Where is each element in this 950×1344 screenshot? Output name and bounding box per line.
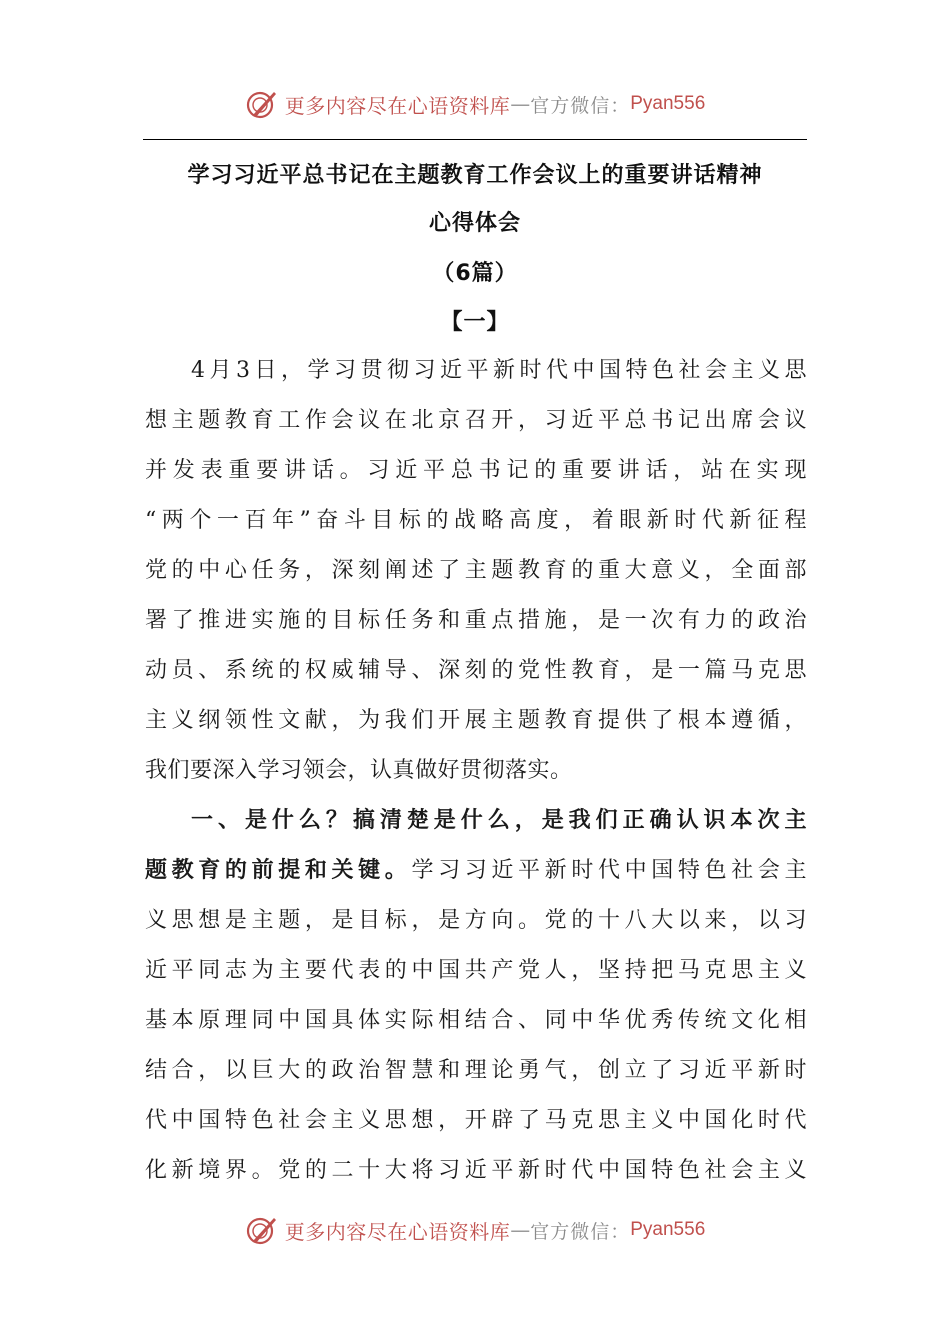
paragraph-line: 化新境界。党的二十大将习近平新时代中国特色社会主义 (145, 1158, 807, 1183)
paragraph-line: 代中国特色社会主义思想，开辟了马克思主义中国化时代 (145, 1108, 807, 1133)
article-count: （6篇） (432, 261, 518, 286)
document-subtitle: 心得体会 (428, 211, 521, 236)
paragraph-line: 近平同志为主要代表的中国共产党人，坚持把马克思主义 (145, 958, 807, 983)
brush-logo-icon (245, 87, 279, 121)
section-heading: 【一】 (440, 310, 510, 335)
paragraph-line: 4月3日，学习贯彻习近平新时代中国特色社会主义思 (191, 358, 807, 383)
watermark-dash: — (510, 1218, 531, 1242)
watermark-site: 更多内容尽在心语资料库 (284, 1219, 511, 1244)
paragraph-line (145, 852, 807, 902)
watermark-label: 官方微信： (530, 94, 631, 117)
footer-watermark (0, 1210, 950, 1250)
watermark-id: Pyan556 (630, 93, 706, 114)
watermark-dash: — (510, 92, 531, 116)
body-text (145, 352, 807, 1202)
point-heading: 一、是什么？搞清楚是什么，是我们正确认识本次主 (191, 808, 807, 833)
watermark-label: 官方微信： (530, 1220, 631, 1243)
header-rule (143, 139, 807, 140)
header-watermark (0, 84, 950, 124)
paragraph-line: 署了推进实施的目标任务和重点措施，是一次有力的政治 (145, 608, 807, 633)
paragraph-line: 结合，以巨大的政治智慧和理论勇气，创立了习近平新时 (145, 1058, 807, 1083)
document-title: 学习习近平总书记在主题教育工作会议上的重要讲话精神 (187, 163, 763, 188)
paragraph-line: 想主题教育工作会议在北京召开，习近平总书记出席会议 (145, 408, 807, 433)
brush-logo-icon (245, 1213, 279, 1247)
paragraph-line: 我们要深入学习领会，认真做好贯彻落实。 (145, 758, 573, 783)
paragraph-line: 主义纲领性文献，为我们开展主题教育提供了根本遵循， (145, 708, 807, 733)
paragraph-line: 义思想是主题，是目标，是方向。党的十八大以来，以习 (145, 908, 807, 933)
paragraph-line: 并发表重要讲话。习近平总书记的重要讲话，站在实现 (145, 458, 807, 483)
paragraph-line: “两个一百年”奋斗目标的战略高度，着眼新时代新征程 (145, 508, 807, 533)
point-heading-end: 题教育的前提和关键。 (145, 858, 412, 883)
paragraph-text: 学习习近平新时代中国特色社会主 (411, 858, 807, 883)
watermark-id: Pyan556 (630, 1219, 706, 1240)
watermark-site: 更多内容尽在心语资料库 (284, 93, 511, 118)
paragraph-line: 动员、系统的权威辅导、深刻的党性教育，是一篇马克思 (145, 658, 807, 683)
paragraph-line: 基本原理同中国具体实际相结合、同中华优秀传统文化相 (145, 1008, 807, 1033)
paragraph-line: 党的中心任务，深刻阐述了主题教育的重大意义，全面部 (145, 558, 807, 583)
